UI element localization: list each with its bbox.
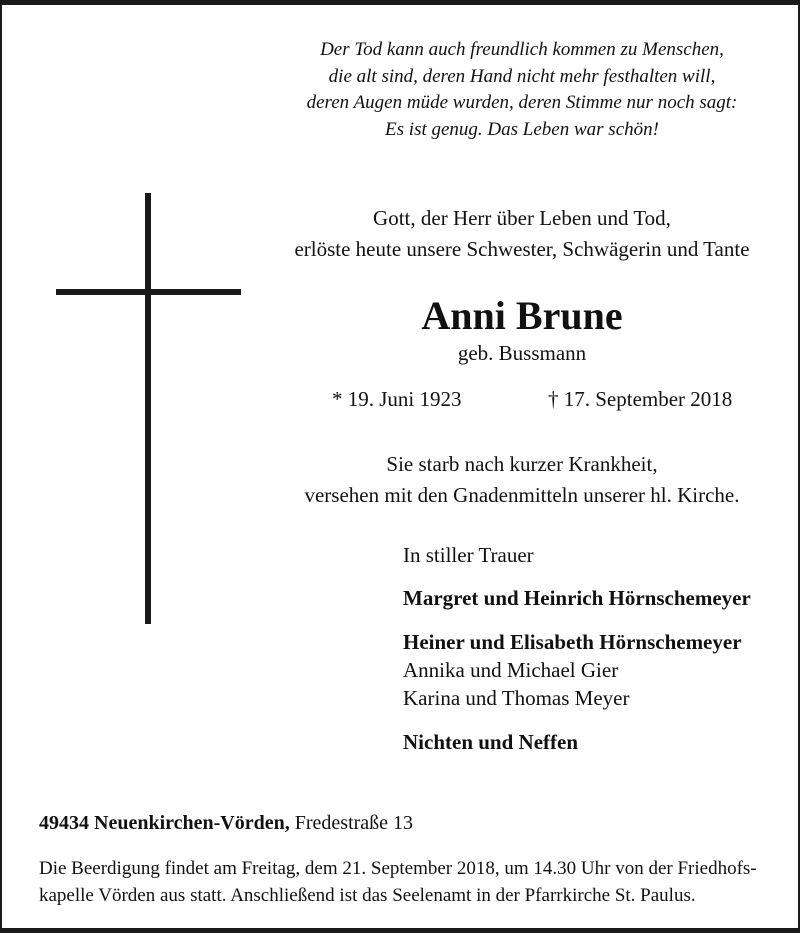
funeral-line: kapelle Vörden aus statt. Anschließend ist das Seelenamt in der Pfarrkirche St. Paulus. [39, 885, 696, 906]
death-date: † 17. September 2018 [548, 387, 733, 411]
mourner-group [403, 584, 798, 612]
cross-icon [145, 193, 151, 624]
address [39, 809, 413, 837]
maiden-name: geb. Bussmann [457, 341, 587, 365]
intro-line: erlöste heute unsere Schwester, Schwägerin und Tante [294, 237, 750, 261]
birth-date: * 19. Juni 1923 [332, 387, 462, 411]
address-city: 49434 Neuenkirchen-Vörden, [39, 812, 290, 834]
mourners-heading: In stiller Trauer [403, 543, 534, 567]
poem-line: die alt sind, deren Hand nicht mehr festhalten will, [328, 65, 716, 87]
mourners-list [403, 541, 798, 756]
mourner-group [403, 728, 798, 756]
mourner-name: Nichten und Neffen [403, 730, 579, 754]
mourner-name: Karina und Thomas Meyer [403, 686, 630, 710]
death-note [272, 449, 772, 511]
mourner-name: Annika und Michael Gier [403, 658, 619, 682]
mourner-name: Margret und Heinrich Hörnschemeyer [403, 586, 751, 610]
intro-text [272, 203, 772, 265]
poem-line: Es ist genug. Das Leben war schön! [385, 118, 659, 140]
poem-line: deren Augen müde wurden, deren Stimme nur noch sagt: [306, 92, 738, 113]
intro-line: Gott, der Herr über Leben und Tod, [373, 206, 671, 230]
funeral-info [39, 855, 779, 909]
cross-icon-crossbar [56, 289, 241, 295]
deceased-name: Anni Brune [421, 293, 623, 338]
death-note-line: versehen mit den Gnadenmitteln unserer hl. Kirche. [304, 483, 740, 507]
poem [272, 37, 772, 143]
mourner-group [403, 628, 798, 656]
funeral-line: Die Beerdigung findet am Freitag, dem 21. September 2018, um 14.30 Uhr von der Friedhofs- [39, 858, 757, 879]
address-street: Fredestraße 13 [294, 812, 414, 834]
mourner-name: Heiner und Elisabeth Hörnschemeyer [403, 630, 742, 654]
poem-line: Der Tod kann auch freundlich kommen zu Menschen, [320, 39, 724, 60]
death-note-line: Sie starb nach kurzer Krankheit, [386, 452, 658, 476]
